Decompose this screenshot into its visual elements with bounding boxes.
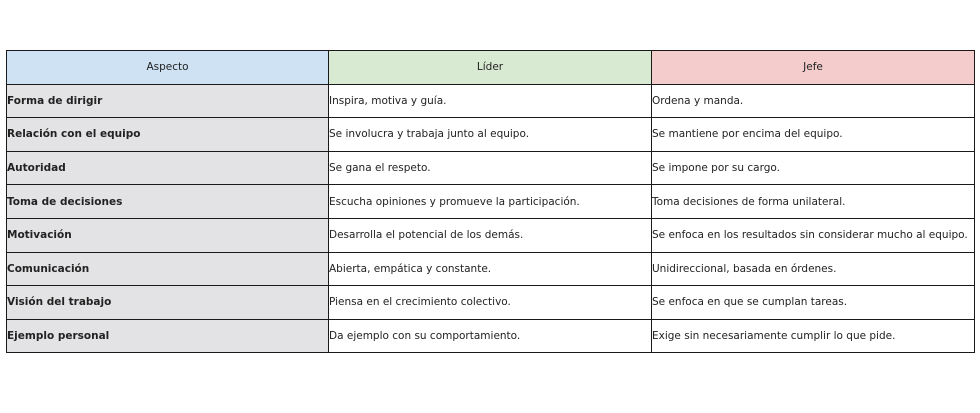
aspect-cell: Comunicación — [7, 252, 329, 286]
jefe-cell: Toma decisiones de forma unilateral. — [652, 185, 975, 219]
table-row — [7, 151, 975, 185]
jefe-cell: Ordena y manda. — [652, 84, 975, 118]
table-row — [7, 185, 975, 219]
lider-cell: Desarrolla el potencial de los demás. — [329, 218, 652, 252]
aspect-cell: Toma de decisiones — [7, 185, 329, 219]
aspect-cell: Autoridad — [7, 151, 329, 185]
lider-cell: Escucha opiniones y promueve la participación. — [329, 185, 652, 219]
lider-cell: Se gana el respeto. — [329, 151, 652, 185]
table-row — [7, 319, 975, 353]
comparison-table — [6, 50, 975, 353]
table-row — [7, 286, 975, 320]
aspect-cell: Motivación — [7, 218, 329, 252]
lider-cell: Se involucra y trabaja junto al equipo. — [329, 118, 652, 152]
aspect-cell: Visión del trabajo — [7, 286, 329, 320]
lider-cell: Inspira, motiva y guía. — [329, 84, 652, 118]
table-row — [7, 84, 975, 118]
aspect-cell: Ejemplo personal — [7, 319, 329, 353]
header-aspect: Aspecto — [7, 51, 329, 85]
header-jefe: Jefe — [652, 51, 975, 85]
aspect-cell: Forma de dirigir — [7, 84, 329, 118]
jefe-cell: Se impone por su cargo. — [652, 151, 975, 185]
jefe-cell: Exige sin necesariamente cumplir lo que pide. — [652, 319, 975, 353]
table-row — [7, 118, 975, 152]
table-row — [7, 252, 975, 286]
jefe-cell: Se enfoca en que se cumplan tareas. — [652, 286, 975, 320]
aspect-cell: Relación con el equipo — [7, 118, 329, 152]
lider-cell: Da ejemplo con su comportamiento. — [329, 319, 652, 353]
lider-cell: Piensa en el crecimiento colectivo. — [329, 286, 652, 320]
jefe-cell: Se mantiene por encima del equipo. — [652, 118, 975, 152]
table-row — [7, 218, 975, 252]
header-row — [7, 51, 975, 85]
jefe-cell: Se enfoca en los resultados sin considerar mucho al equipo. — [652, 218, 975, 252]
lider-cell: Abierta, empática y constante. — [329, 252, 652, 286]
jefe-cell: Unidireccional, basada en órdenes. — [652, 252, 975, 286]
header-lider: Líder — [329, 51, 652, 85]
